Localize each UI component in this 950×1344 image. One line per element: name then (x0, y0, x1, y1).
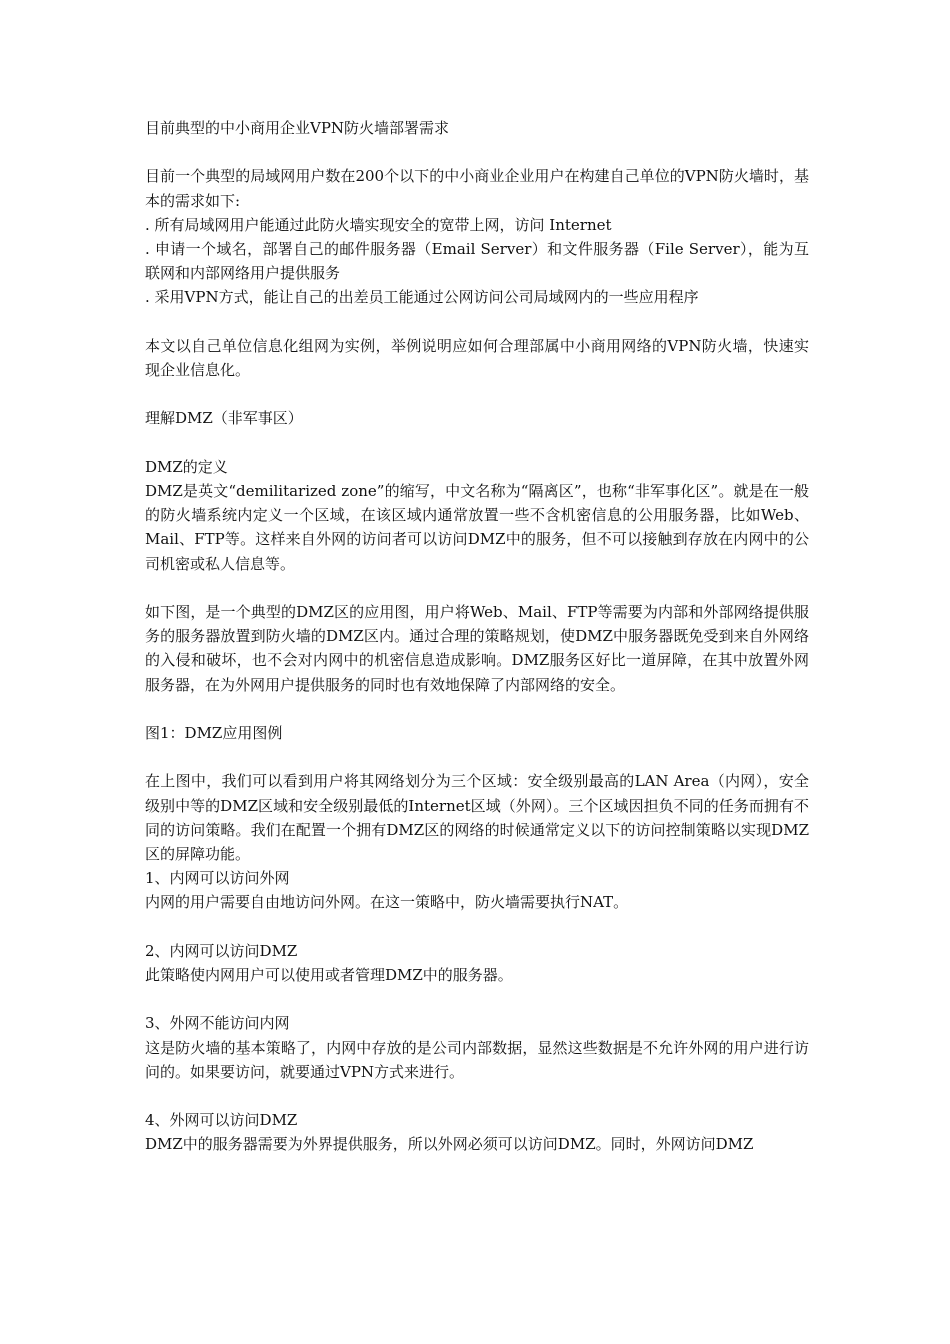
policy-4-heading: 4、外网可以访问DMZ (145, 1111, 298, 1130)
paragraph-gap (145, 431, 809, 455)
zones-paragraph: 在上图中，我们可以看到用户将其网络划分为三个区域：安全级别最高的LAN Area（内网），安全级别中等的DMZ区域和安全级别最低的Internet区域（外网）。三个区域因担负不同的任务而拥有不同的访问策略。我们在配置一个拥有DMZ区的网络的时候通常定义以下的访问控制策略以实现DMZ区的屏障功能。 (145, 772, 809, 863)
need-item-2: . 申请一个域名，部署自己的邮件服务器（Email Server）和文件服务器（File Server），能为互联网和内部网络用户提供服务 (145, 240, 809, 283)
document-body (145, 116, 809, 1157)
need-item-1: . 所有局域网用户能通过此防火墙实现安全的宽带上网，访问 Internet (145, 215, 612, 234)
purpose-paragraph: 本文以自己单位信息化组网为实例，举例说明应如何合理部属中小商用网络的VPN防火墙，快速实现企业信息化。 (145, 336, 809, 379)
policy-2-text: 此策略使内网用户可以使用或者管理DMZ中的服务器。 (145, 965, 513, 984)
figure-caption: 图1：DMZ应用图例 (145, 723, 283, 742)
policy-3-text: 这是防火墙的基本策略了，内网中存放的是公司内部数据，显然这些数据是不允许外网的用户进行访问的。如果要访问，就要通过VPN方式来进行。 (145, 1038, 809, 1081)
paragraph-gap (145, 745, 809, 769)
paragraph-gap (145, 140, 809, 164)
paragraph-gap (145, 382, 809, 406)
paragraph-gap (145, 576, 809, 600)
paragraph-gap (145, 697, 809, 721)
paragraph-gap (145, 1084, 809, 1108)
definition-paragraph: DMZ是英文“demilitarized zone”的缩写，中文名称为“隔离区”，也称“非军事化区”。就是在一般的防火墙系统内定义一个区域，在该区域内通常放置一些不含机密信息的公用服务器，比如Web、Mail、FTP等。这样来自外网的访问者可以访问DMZ中的服务，但不可以接触到存放在内网中的公司机密或私人信息等。 (145, 481, 809, 573)
paragraph-gap (145, 310, 809, 334)
policy-3-heading: 3、外网不能访问内网 (145, 1014, 290, 1033)
example-paragraph: 如下图，是一个典型的DMZ区的应用图，用户将Web、Mail、FTP等需要为内部和外部网络提供服务的服务器放置到防火墙的DMZ区内。通过合理的策略规划，使DMZ中服务器既免受到来自外网络的入侵和破坏，也不会对内网中的机密信息造成影响。DMZ服务区好比一道屏障，在其中放置外网服务器，在为外网用户提供服务的同时也有效地保障了内部网络的安全。 (145, 602, 809, 694)
definition-heading: DMZ的定义 (145, 457, 228, 476)
intro-paragraph: 目前一个典型的局域网用户数在200个以下的中小商业企业用户在构建自己单位的VPN防火墙时，基本的需求如下: (145, 167, 809, 210)
policy-1-text: 内网的用户需要自由地访问外网。在这一策略中，防火墙需要执行NAT。 (145, 893, 629, 912)
document-title: 目前典型的中小商用企业VPN防火墙部署需求 (145, 119, 450, 137)
policy-1-heading: 1、内网可以访问外网 (145, 869, 290, 888)
paragraph-gap (145, 987, 809, 1011)
need-item-3: . 采用VPN方式，能让自己的出差员工能通过公网访问公司局域网内的一些应用程序 (145, 288, 699, 307)
paragraph-gap (145, 915, 809, 939)
section-heading: 理解DMZ（非军事区） (145, 409, 303, 428)
policy-2-heading: 2、内网可以访问DMZ (145, 941, 298, 960)
policy-4-text: DMZ中的服务器需要为外界提供服务，所以外网必须可以访问DMZ。同时，外网访问DMZ (145, 1135, 754, 1154)
